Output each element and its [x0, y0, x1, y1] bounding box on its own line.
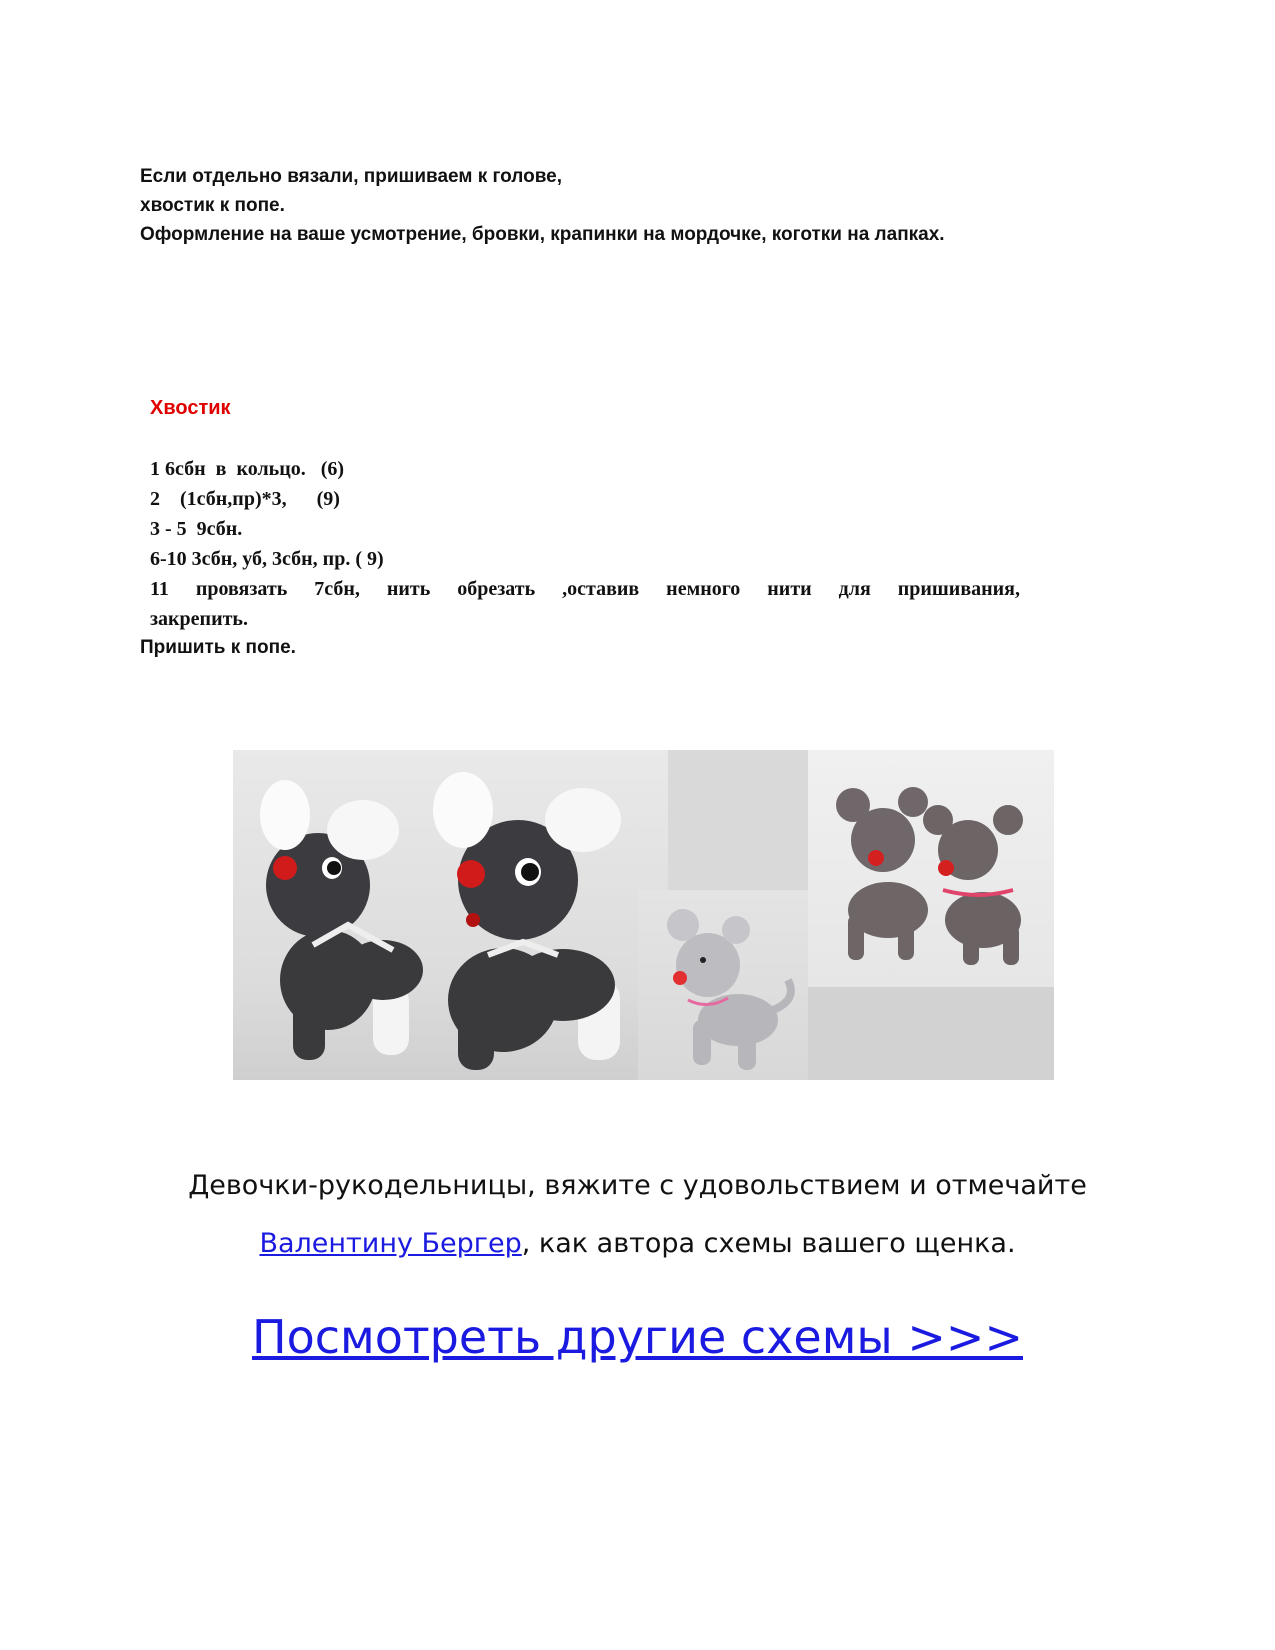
step-line: 6-10 3сбн, уб, 3сбн, пр. ( 9) [150, 548, 384, 570]
intro-line-1: Если отдельно вязали, пришиваем к голове, [140, 166, 562, 187]
photo-collage [233, 750, 1054, 1080]
step-word: 11 [150, 578, 169, 600]
step-word: пришивания, [897, 578, 1020, 600]
step-line-11 [150, 574, 1020, 604]
intro-text [140, 162, 945, 249]
step-word: провязать [195, 578, 288, 600]
step-word: ,оставив [562, 578, 640, 600]
collage-background [808, 987, 1054, 1080]
step-word: нить [386, 578, 431, 600]
author-link[interactable]: Валентину Бергер [259, 1228, 522, 1259]
step-line: 3 - 5 9сбн. [150, 518, 243, 540]
step-word: для [838, 578, 871, 600]
closing-line-2-text: , как автора схемы вашего щенка. [521, 1228, 1016, 1259]
closing-line-2 [0, 1228, 1275, 1259]
intro-line-3: Оформление на ваше усмотрение, бровки, крапинки на мордочке, коготки на лапках. [140, 224, 945, 245]
puppy-photo-1 [233, 750, 668, 1080]
closing-line-1: Девочки-рукодельницы, вяжите с удовольствием и отмечайте [188, 1170, 1087, 1201]
sew-instruction: Пришить к попе. [140, 637, 296, 658]
more-schemes-link[interactable]: Посмотреть другие схемы >>> [252, 1310, 1023, 1364]
step-word: нити [767, 578, 812, 600]
step-line: 1 6сбн в кольцо. (6) [150, 458, 345, 480]
puppy-photo-2 [638, 890, 808, 1080]
puppy-photo-3 [808, 750, 1054, 987]
step-line: 2 (1сбн,пр)*3, (9) [150, 488, 340, 510]
step-word: обрезать [457, 578, 536, 600]
intro-line-2: хвостик к попе. [140, 195, 285, 216]
tail-steps [150, 454, 1020, 634]
step-word: немного [666, 578, 741, 600]
collage-background [668, 750, 808, 890]
more-schemes-container [0, 1310, 1275, 1364]
step-line-end: закрепить. [150, 608, 249, 630]
tail-section-title: Хвостик [150, 397, 231, 419]
step-word: 7сбн, [314, 578, 360, 600]
